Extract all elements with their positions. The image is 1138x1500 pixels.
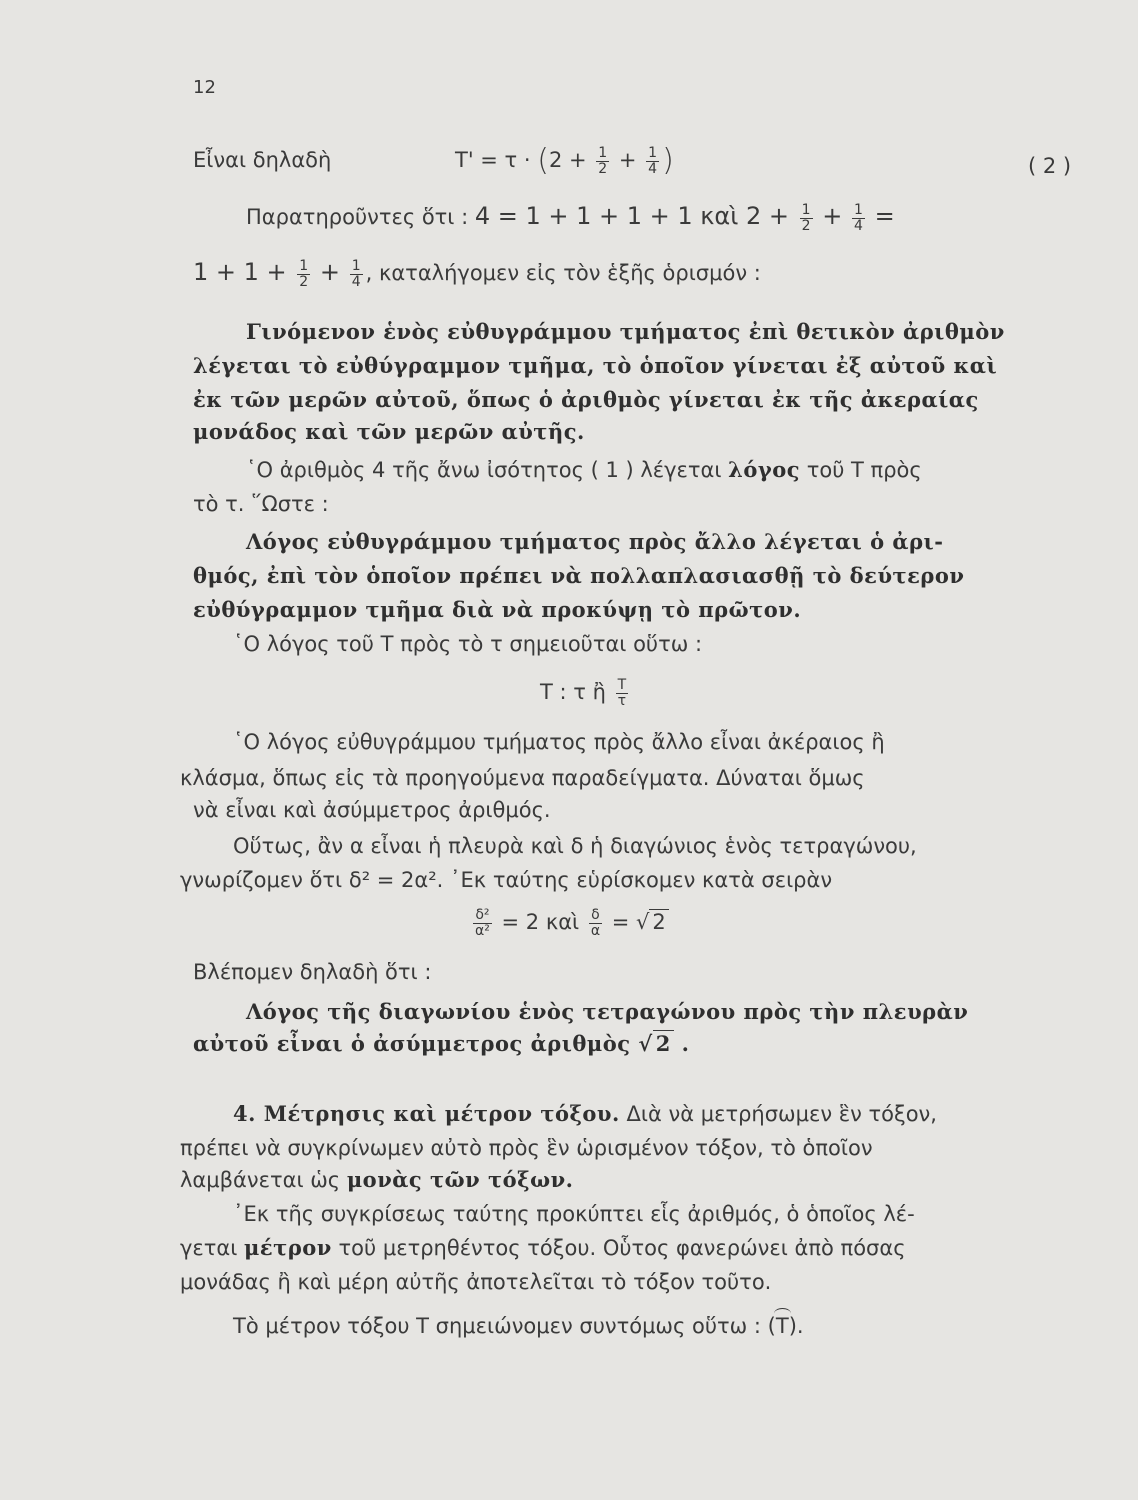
section-heading: 4. Μέτρησις καὶ μέτρον τόξου. <box>233 1101 620 1126</box>
observation-lead: Παρατηροῦντες ὅτι : <box>246 205 475 229</box>
observation-expr: 4 = 1 + 1 + 1 + 1 καὶ 2 + <box>474 202 797 230</box>
definition-ratio-line-3: εὐθύγραμμον τμῆμα διὰ νὰ προκύψῃ τὸ πρῶτον. <box>193 597 802 622</box>
numerator: 1 <box>598 144 608 161</box>
plus-sign: + <box>618 148 637 172</box>
equation-tag: ( 2 ) <box>1028 154 1072 178</box>
paragraph-measure-line-3: μονάδας ἢ καὶ μέρη αὐτῆς ἀποτελεῖται τὸ τόξον τοῦτο. <box>180 1270 772 1294</box>
fraction-half <box>800 203 813 234</box>
fraction-half <box>297 259 310 290</box>
section-line-3-text: λαμβάνεται ὡς <box>180 1168 347 1192</box>
ratio-intro-line-2: τὸ τ. ῞Ωστε : <box>193 492 329 516</box>
definition-product-line-3: ἐκ τῶν μερῶν αὐτοῦ, ὅπως ὁ ἀριθμὸς γίνεται ἐκ τῆς ἀκεραίας <box>193 387 979 412</box>
numerator: 1 <box>351 257 361 274</box>
equation-2-lhs: Τ' = τ · <box>455 148 538 172</box>
denominator: τ <box>616 693 629 709</box>
page-number: 12 <box>193 77 216 98</box>
period: . <box>673 1031 690 1056</box>
conclusion-intro: Βλέπομεν δηλαδὴ ὅτι : <box>193 960 432 984</box>
section-first-text: Διὰ νὰ μετρήσωμεν ἓν τόξον, <box>619 1102 937 1126</box>
denominator: 2 <box>801 217 811 234</box>
plus-sign: + <box>822 202 843 230</box>
equation-2-a: 2 + <box>548 148 587 172</box>
definition-ratio-line-1: Λόγος εὐθυγράμμου τμήματος πρὸς ἄλλο λέγεται ὁ ἀρι- <box>246 529 944 554</box>
paragraph-measure-line-1: ᾿Εκ τῆς συγκρίσεως ταύτης προκύπτει εἷς ἀριθμός, ὁ ὁποῖος λέ- <box>233 1202 915 1226</box>
section-4-line-1 <box>233 1100 937 1128</box>
paragraph-measure-line-2 <box>180 1234 906 1262</box>
equation-2 <box>455 140 674 181</box>
arc-symbol: Τ <box>775 1314 789 1338</box>
paragraph-square-line-1: Οὕτως, ἂν α εἶναι ἡ πλευρὰ καὶ δ ἡ διαγώνιος ἑνὸς τετραγώνου, <box>233 834 917 858</box>
sum-expr: 1 + 1 + <box>193 258 295 286</box>
arc-notation-end: ). <box>788 1314 804 1338</box>
radical-sign: √ <box>638 1031 653 1056</box>
sum-line <box>193 252 761 293</box>
denominator: 2 <box>299 273 309 290</box>
paragraph-irrational-line-1: ῾Ο λόγος εὐθυγράμμου τμήματος πρὸς ἄλλο εἶναι ἀκέραιος ἢ <box>233 730 885 754</box>
open-paren: ( <box>537 143 549 178</box>
ratio-formula-text: Τ : τ ἢ <box>540 680 613 704</box>
ratio-intro-tail: τοῦ Τ πρὸς <box>800 458 922 482</box>
close-paren: ) <box>662 143 674 178</box>
numerator: δ² <box>475 906 490 923</box>
definition-diagonal-line-1: Λόγος τῆς διαγωνίου ἑνὸς τετραγώνου πρὸς τὴν πλευρὰν <box>246 999 969 1024</box>
fraction-quarter <box>350 259 363 290</box>
paragraph-irrational-line-2: κλάσμα, ὅπως εἰς τὰ προηγούμενα παραδείγματα. Δύναται ὅμως <box>180 766 865 790</box>
numerator: 1 <box>801 201 811 218</box>
fraction-d-over-a <box>589 908 602 939</box>
radicand: 2 <box>653 1030 674 1056</box>
arc-notation-line <box>233 1312 804 1340</box>
definition-product-line-1: Γινόμενον ἑνὸς εὐθυγράμμου τμήματος ἐπὶ θετικὸν ἀριθμὸν <box>246 319 1005 344</box>
equals-sign: = <box>605 910 637 934</box>
diagonal-eq-mid: = 2 καὶ <box>494 910 586 934</box>
definition-product-line-2: λέγεται τὸ εὐθύγραμμον τμῆμα, τὸ ὁποῖον γίνεται ἐξ αὐτοῦ καὶ <box>193 353 998 378</box>
observation-line <box>246 196 895 237</box>
equals-sign: = <box>874 202 895 230</box>
fraction-d2-over-a2 <box>473 908 492 939</box>
arc-notation-text: Τὸ μέτρον τόξου Τ σημειώνομεν συντόμως οὕτω : ( <box>233 1314 776 1338</box>
measure-line-2-start: γεται <box>180 1236 245 1260</box>
definition-product-line-4: μονάδος καὶ τῶν μερῶν αὐτῆς. <box>193 419 585 444</box>
denominator: 4 <box>648 160 658 177</box>
radicand: 2 <box>649 909 668 934</box>
fraction-quarter <box>646 146 659 177</box>
term-logos: λόγος <box>728 457 801 482</box>
numerator: Τ <box>617 676 627 693</box>
radical-sign: √ <box>636 910 650 934</box>
square-root <box>638 1030 673 1058</box>
measure-line-2-rest: τοῦ μετρηθέντος τόξου. Οὗτος φανερώνει ἀπὸ πόσας <box>331 1236 906 1260</box>
ratio-intro-text: ῾Ο ἀριθμὸς 4 τῆς ἄνω ἰσότητος ( 1 ) λέγεται <box>246 458 729 482</box>
numerator: 1 <box>854 201 863 218</box>
sum-tail: , καταλήγομεν εἰς τὸν ἑξῆς ὁρισμόν : <box>365 261 761 285</box>
numerator: 1 <box>648 144 658 161</box>
fraction-half <box>596 146 609 177</box>
diagonal-equation <box>470 900 669 944</box>
ratio-intro-line <box>246 456 922 484</box>
equation-2-lead: Εἶναι δηλαδὴ <box>193 148 332 172</box>
numerator: 1 <box>299 257 309 274</box>
denominator: α <box>590 922 601 939</box>
term-metron: μέτρον <box>244 1235 332 1260</box>
denominator: α² <box>475 922 490 939</box>
ratio-notation-line: ῾Ο λόγος τοῦ Τ πρὸς τὸ τ σημειοῦται οὕτω : <box>233 632 703 656</box>
fraction-T-over-t <box>616 678 629 709</box>
term-arc-unit: μονὰς τῶν τόξων. <box>346 1167 574 1192</box>
numerator: δ <box>591 906 600 923</box>
denominator: 2 <box>598 160 608 177</box>
denominator: 4 <box>854 217 863 234</box>
paragraph-square-line-2: γνωρίζομεν ὅτι δ² = 2α². ᾿Εκ ταύτης εὑρίσκομεν κατὰ σειρὰν <box>180 868 833 892</box>
ratio-formula <box>540 672 631 712</box>
definition-ratio-line-2: θμός, ἐπὶ τὸν ὁποῖον πρέπει νὰ πολλαπλασιασθῇ τὸ δεύτερον <box>193 563 965 588</box>
paragraph-irrational-line-3: νὰ εἶναι καὶ ἀσύμμετρος ἀριθμός. <box>193 798 551 822</box>
fraction-quarter <box>852 203 865 234</box>
definition-diagonal-text: αὐτοῦ εἶναι ὁ ἀσύμμετρος ἀριθμὸς <box>193 1031 639 1056</box>
definition-diagonal-line-2 <box>193 1030 689 1058</box>
square-root <box>636 900 669 944</box>
section-4-line-2: πρέπει νὰ συγκρίνωμεν αὐτὸ πρὸς ἓν ὡρισμένον τόξον, τὸ ὁποῖον <box>180 1136 873 1160</box>
denominator: 4 <box>351 273 361 290</box>
section-4-line-3 <box>180 1166 573 1194</box>
plus-sign: + <box>319 258 340 286</box>
